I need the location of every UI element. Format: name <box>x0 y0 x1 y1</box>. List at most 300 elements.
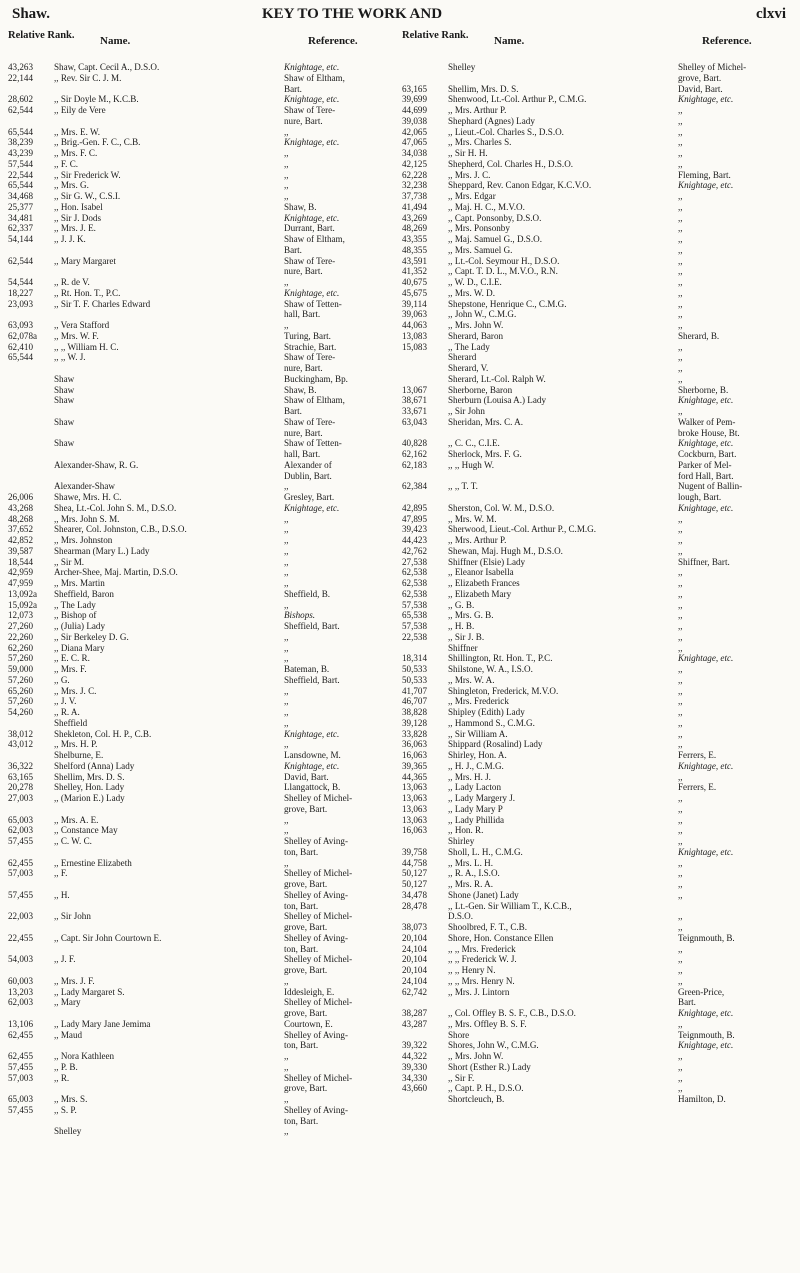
reference-cell: ,, <box>678 255 683 266</box>
rank-cell: 39,038 <box>402 115 428 126</box>
name-cell: ,, Hammond S., C.M.G. <box>448 717 535 728</box>
reference-cell: ,, <box>678 1018 683 1029</box>
reference-cell: ,, <box>678 277 683 287</box>
rank-cell: 13,203 <box>8 986 34 997</box>
reference-cell: Teignmouth, B. <box>678 1029 735 1040</box>
reference-cell: Knightage, etc. <box>284 137 340 148</box>
reference-cell: ,, <box>284 642 289 653</box>
table-row <box>8 1019 396 1030</box>
reference-cell: ,, <box>678 857 683 868</box>
table-row <box>402 299 790 310</box>
table-row <box>402 987 790 998</box>
name-cell: ,, Mrs. John W. <box>448 320 504 330</box>
reference-cell: nure, Bart. <box>284 266 323 277</box>
rank-cell: 63,165 <box>402 83 428 94</box>
reference-cell: ,, <box>678 1083 683 1094</box>
rank-cell: 43,269 <box>402 212 428 223</box>
rank-cell: 27,003 <box>8 793 34 803</box>
name-cell: ,, Mrs. J. Lintorn <box>448 986 510 997</box>
table-row <box>8 363 396 374</box>
table-row <box>402 385 790 396</box>
rank-cell: 57,455 <box>8 889 34 900</box>
name-cell: ,, Mrs. Ponsonby <box>448 223 510 234</box>
table-row <box>8 836 396 847</box>
reference-cell: ,, <box>678 911 683 922</box>
rank-cell: 44,365 <box>402 771 428 782</box>
table-row <box>8 600 396 611</box>
table-row <box>402 1073 790 1084</box>
table-row <box>402 1051 790 1062</box>
rank-cell: 44,322 <box>402 1051 428 1061</box>
reference-cell: ,, <box>678 191 683 201</box>
reference-cell: ,, <box>678 513 683 524</box>
table-row <box>8 277 396 288</box>
rank-heading: Relative Rank. <box>8 30 75 41</box>
reference-cell: Knightage, etc. <box>284 728 340 739</box>
right-column <box>402 30 790 1105</box>
table-row <box>8 213 396 224</box>
name-cell: Shawe, Mrs. H. C. <box>54 492 122 502</box>
reference-cell: ,, <box>284 169 289 180</box>
table-row <box>402 524 790 535</box>
reference-cell: Knightage, etc. <box>284 760 340 771</box>
rank-cell: 38,012 <box>8 728 34 739</box>
table-row <box>402 997 790 1008</box>
rank-cell: 38,287 <box>402 1008 428 1018</box>
rank-cell: 18,544 <box>8 556 34 567</box>
rank-cell: 60,003 <box>8 975 34 986</box>
table-row <box>8 793 396 804</box>
name-cell: ,, ,, W. J. <box>54 352 86 363</box>
table-row <box>402 643 790 654</box>
name-cell: ,, ,, Henry N. <box>448 965 496 975</box>
rank-cell: 63,043 <box>402 416 428 427</box>
reference-cell: Shaw, B. <box>284 201 317 212</box>
rank-cell: 65,538 <box>402 610 428 621</box>
name-cell: ,, ,, T. T. <box>448 481 478 492</box>
reference-cell: ,, <box>678 298 683 309</box>
table-row <box>402 213 790 224</box>
name-cell: ,, C. C., C.I.E. <box>448 438 500 449</box>
table-row <box>402 664 790 675</box>
name-cell: Shaw <box>54 395 75 406</box>
rank-cell: 26,006 <box>8 492 34 502</box>
rank-cell: 43,287 <box>402 1018 428 1029</box>
reference-cell: ,, <box>678 717 683 728</box>
rank-cell: 62,455 <box>8 1051 34 1061</box>
reference-cell: Knightage, etc. <box>678 180 734 191</box>
table-row <box>8 729 396 740</box>
rank-cell: 43,012 <box>8 739 34 750</box>
table-row <box>8 202 396 213</box>
rank-cell: 47,959 <box>8 578 34 588</box>
reference-cell: Sheffield, Bart. <box>284 621 340 631</box>
name-cell: ,, Mrs. J. C. <box>54 685 97 696</box>
table-row <box>8 1116 396 1127</box>
rank-cell: 34,468 <box>8 191 34 201</box>
table-row <box>8 492 396 503</box>
rank-cell: 43,268 <box>8 502 34 513</box>
name-cell: Sherborne, Baron <box>448 384 513 395</box>
rank-cell: 36,063 <box>402 739 428 750</box>
table-row <box>402 739 790 750</box>
rank-cell: 38,828 <box>402 707 428 717</box>
name-cell: ,, J. F. <box>54 954 76 965</box>
name-cell: ,, Mrs. F. <box>54 664 87 674</box>
table-row <box>402 546 790 557</box>
table-row <box>402 73 790 84</box>
reference-cell: Shaw of Tetten- <box>284 438 342 449</box>
reference-cell: ,, <box>678 266 683 277</box>
table-row <box>402 105 790 116</box>
reference-cell: Knightage, etc. <box>678 438 734 449</box>
name-cell: ,, Maud <box>54 1029 83 1040</box>
table-row <box>402 653 790 664</box>
reference-cell: David, Bart. <box>678 83 723 94</box>
reference-cell: ,, <box>678 771 683 782</box>
rank-cell: 57,003 <box>8 868 34 879</box>
table-row <box>8 718 396 729</box>
rank-cell: 62,455 <box>8 857 34 868</box>
name-cell: ,, ,, Frederick W. J. <box>448 954 517 965</box>
rank-cell: 62,538 <box>402 567 428 578</box>
table-row <box>402 567 790 578</box>
table-row <box>8 428 396 439</box>
reference-cell: Shiffner, Bart. <box>678 556 730 567</box>
table-row <box>8 438 396 449</box>
table-row <box>402 428 790 439</box>
rank-cell: 62,003 <box>8 825 34 836</box>
name-cell: ,, E. C. R. <box>54 653 90 664</box>
name-cell: Alexander-Shaw, R. G. <box>54 459 139 470</box>
reference-cell: ,, <box>678 363 683 373</box>
reference-cell: ,, <box>678 965 683 975</box>
reference-cell: ,, <box>678 352 683 363</box>
name-cell: ,, The Lady <box>54 599 96 610</box>
reference-cell: ,, <box>284 1094 289 1104</box>
table-row <box>402 374 790 385</box>
rank-cell: 65,544 <box>8 352 34 363</box>
reference-cell: Fleming, Bart. <box>678 169 731 180</box>
reference-cell: ,, <box>678 535 683 545</box>
reference-cell: ,, <box>284 631 289 642</box>
reference-cell: Knightage, etc. <box>284 502 340 513</box>
name-cell: ,, Sir M. <box>54 556 85 567</box>
table-row <box>8 116 396 127</box>
name-cell: ,, Capt. Sir John Courtown E. <box>54 932 162 943</box>
reference-cell: ,, <box>284 191 289 201</box>
name-cell: ,, Sir F. <box>448 1072 475 1083</box>
reference-cell: Green-Price, <box>678 986 725 997</box>
table-row <box>402 492 790 503</box>
table-row <box>8 944 396 955</box>
reference-cell: ,, <box>678 148 683 158</box>
reference-cell: David, Bart. <box>284 771 329 782</box>
reference-cell: ,, <box>284 825 289 836</box>
rank-cell: 62,544 <box>8 255 34 266</box>
table-row <box>402 1094 790 1105</box>
table-row <box>8 503 396 514</box>
rank-cell: 57,455 <box>8 1104 34 1115</box>
name-cell: Shirley, Hon. A. <box>448 750 507 760</box>
reference-cell: Courtown, E. <box>284 1018 333 1029</box>
reference-cell: ,, <box>284 158 289 169</box>
reference-cell: ,, <box>284 739 289 750</box>
rank-cell: 47,065 <box>402 137 428 148</box>
reference-cell: ,, <box>678 922 683 932</box>
table-row <box>402 449 790 460</box>
rank-cell: 62,455 <box>8 1029 34 1040</box>
rank-cell: 15,083 <box>402 341 428 352</box>
table-row <box>8 395 396 406</box>
reference-cell: ,, <box>678 137 683 148</box>
name-cell: ,, Mrs. J. F. <box>54 975 95 986</box>
reference-cell: ,, <box>284 556 289 567</box>
reference-cell: ton, Bart. <box>284 1115 319 1126</box>
table-row <box>402 84 790 95</box>
rank-cell: 44,423 <box>402 535 428 545</box>
reference-cell: Shaw, B. <box>284 384 317 395</box>
name-cell: ,, Col. Offley B. S. F., C.B., D.S.O. <box>448 1008 576 1018</box>
name-cell: Shone (Janet) Lady <box>448 889 519 900</box>
rank-cell: 43,263 <box>8 62 34 72</box>
reference-cell: Knightage, etc. <box>678 1008 734 1018</box>
reference-cell: ,, <box>678 234 683 244</box>
name-cell: ,, Mrs. Offley B. S. F. <box>448 1018 527 1029</box>
rank-cell: 37,738 <box>402 191 428 201</box>
reference-cell: Shelley of Aving- <box>284 889 348 900</box>
name-cell: Shoolbred, F. T., C.B. <box>448 922 528 932</box>
table-row <box>8 1126 396 1137</box>
reference-cell: Shelley of Aving- <box>284 932 348 943</box>
name-cell: ,, Mrs. H. J. <box>448 771 491 782</box>
reference-cell: ,, <box>284 126 289 137</box>
reference-cell: lough, Bart. <box>678 492 722 502</box>
reference-cell: Durrant, Bart. <box>284 223 335 234</box>
rank-cell: 33,828 <box>402 728 428 739</box>
reference-cell: Hamilton, D. <box>678 1094 726 1104</box>
reference-cell: ,, <box>284 1051 289 1061</box>
rank-cell: 20,104 <box>402 932 428 943</box>
rank-cell: 42,762 <box>402 545 428 556</box>
reference-cell: grove, Bart. <box>284 1083 328 1094</box>
table-row <box>402 815 790 826</box>
table-row <box>8 234 396 245</box>
rank-cell: 22,144 <box>8 72 34 83</box>
reference-cell: ,, <box>678 621 683 631</box>
table-row <box>8 815 396 826</box>
rank-cell: 13,063 <box>402 782 428 793</box>
table-row <box>402 825 790 836</box>
table-row <box>402 1083 790 1094</box>
reference-cell: Knightage, etc. <box>678 760 734 771</box>
reference-cell: ,, <box>284 578 289 588</box>
rank-cell: 42,959 <box>8 567 34 578</box>
name-cell: ,, J. V. <box>54 696 77 707</box>
rank-cell: 33,671 <box>402 406 428 416</box>
rank-cell: 62,228 <box>402 169 428 180</box>
reference-cell: ,, <box>678 879 683 889</box>
table-row <box>8 804 396 815</box>
reference-cell: Sheffield, B. <box>284 588 331 599</box>
table-row <box>8 1083 396 1094</box>
name-cell: ,, Mrs. Johnston <box>54 535 113 545</box>
table-row <box>8 696 396 707</box>
table-row <box>402 729 790 740</box>
table-row <box>402 331 790 342</box>
table-row <box>8 664 396 675</box>
reference-cell: ,, <box>284 685 289 696</box>
table-row <box>8 772 396 783</box>
name-cell: D.S.O. <box>448 911 474 922</box>
rank-cell: 43,239 <box>8 148 34 158</box>
reference-cell: ,, <box>284 545 289 556</box>
name-cell: ,, Lieut.-Col. Charles S., D.S.O. <box>448 126 564 137</box>
table-row <box>402 954 790 965</box>
rank-cell: 42,125 <box>402 158 428 169</box>
reference-cell: hall, Bart. <box>284 449 321 459</box>
reference-cell: Sheffield, Bart. <box>284 674 340 685</box>
table-row <box>8 987 396 998</box>
table-row <box>8 266 396 277</box>
reference-cell: Sherborne, B. <box>678 384 729 395</box>
rank-cell: 15,092a <box>8 599 38 610</box>
reference-cell: ,, <box>678 610 683 621</box>
reference-cell: ,, <box>678 696 683 707</box>
table-row <box>8 965 396 976</box>
reference-cell: ,, <box>678 1051 683 1061</box>
rank-cell: 59,000 <box>8 664 34 674</box>
reference-cell: Bart. <box>284 83 302 94</box>
reference-cell: Shelley of Aving- <box>284 1029 348 1040</box>
reference-cell: Buckingham, Bp. <box>284 373 348 384</box>
reference-cell: ,, <box>678 201 683 212</box>
name-cell: ,, Brig.-Gen. F. C., C.B. <box>54 137 141 148</box>
rank-cell: 24,104 <box>402 943 428 954</box>
name-cell: ,, Mrs. Martin <box>54 578 105 588</box>
table-row <box>8 1051 396 1062</box>
name-cell: ,, Elizabeth Mary <box>448 588 512 599</box>
table-row <box>402 944 790 955</box>
table-row <box>402 696 790 707</box>
table-row <box>8 535 396 546</box>
table-row <box>402 858 790 869</box>
table-row <box>402 395 790 406</box>
reference-cell: Ferrers, E. <box>678 750 717 760</box>
name-cell: Sherlock, Mrs. F. G. <box>448 449 522 459</box>
reference-cell: ,, <box>678 158 683 169</box>
rank-cell: 43,660 <box>402 1083 428 1094</box>
reference-cell: Bart. <box>284 244 302 255</box>
name-cell: ,, Mrs. Frederick <box>448 696 509 707</box>
reference-cell: ,, <box>284 1126 289 1137</box>
table-row <box>8 643 396 654</box>
table-row <box>402 342 790 353</box>
reference-cell: Walker of Pem- <box>678 416 736 427</box>
reference-cell: Knightage, etc. <box>678 94 734 105</box>
name-cell: Shore, Hon. Constance Ellen <box>448 932 554 943</box>
name-cell: ,, Mrs. Charles S. <box>448 137 512 148</box>
reference-cell: Shaw of Tere- <box>284 352 336 363</box>
rank-cell: 18,314 <box>402 653 428 664</box>
name-cell: ,, Sir T. F. Charles Edward <box>54 298 151 309</box>
name-cell: ,, ,, Hugh W. <box>448 459 494 470</box>
table-row <box>402 137 790 148</box>
name-cell: ,, Hon. R. <box>448 825 484 836</box>
name-cell: Sherard, V. <box>448 363 489 373</box>
table-row <box>402 62 790 73</box>
name-cell: ,, Mrs. H. P. <box>54 739 98 750</box>
reference-cell: grove, Bart. <box>284 879 328 889</box>
rank-cell: 13,083 <box>402 330 428 341</box>
reference-cell: ,, <box>678 1061 683 1072</box>
name-cell: Shekleton, Col. H. P., C.B. <box>54 728 152 739</box>
rank-cell: 57,455 <box>8 1061 34 1072</box>
name-cell: ,, Sir Doyle M., K.C.B. <box>54 94 139 105</box>
name-cell: ,, H. <box>54 889 70 900</box>
reference-cell: ton, Bart. <box>284 900 319 911</box>
table-row <box>8 148 396 159</box>
name-cell: Shaw, Capt. Cecil A., D.S.O. <box>54 62 160 72</box>
reference-cell: grove, Bart. <box>678 72 722 83</box>
name-cell: ,, G. <box>54 674 70 685</box>
name-cell: ,, Sir John <box>54 911 91 922</box>
table-row <box>402 1008 790 1019</box>
name-heading: Name. <box>494 35 525 47</box>
rank-cell: 37,652 <box>8 524 34 535</box>
table-row <box>402 718 790 729</box>
reference-cell: Lansdowne, M. <box>284 750 341 760</box>
rank-cell: 65,003 <box>8 1094 34 1104</box>
table-row <box>402 481 790 492</box>
reference-heading: Reference. <box>308 35 358 47</box>
reference-cell: ,, <box>284 599 289 610</box>
rank-cell: 39,699 <box>402 94 428 105</box>
rank-cell: 57,260 <box>8 653 34 664</box>
table-row <box>402 750 790 761</box>
table-row <box>8 686 396 697</box>
rank-cell: 41,494 <box>402 201 428 212</box>
reference-cell: ,, <box>678 287 683 298</box>
reference-cell: ,, <box>678 868 683 879</box>
reference-cell: Shelley of Aving- <box>284 1104 348 1115</box>
table-row <box>8 320 396 331</box>
table-row <box>8 1073 396 1084</box>
reference-cell: Gresley, Bart. <box>284 492 335 502</box>
rank-cell: 13,063 <box>402 793 428 803</box>
name-cell: ,, Capt. Ponsonby, D.S.O. <box>448 212 542 223</box>
name-cell: ,, Nora Kathleen <box>54 1051 115 1061</box>
name-cell: ,, Mary <box>54 997 81 1008</box>
name-cell: Shenwood, Lt.-Col. Arthur P., C.M.G. <box>448 94 587 105</box>
table-row <box>8 288 396 299</box>
table-row <box>8 342 396 353</box>
table-row <box>402 1062 790 1073</box>
table-row <box>402 589 790 600</box>
table-row <box>8 825 396 836</box>
rank-cell: 34,481 <box>8 212 34 223</box>
table-row <box>402 557 790 568</box>
rank-cell: 43,591 <box>402 255 428 266</box>
table-row <box>8 589 396 600</box>
reference-cell: ,, <box>678 599 683 610</box>
name-cell: ,, Mrs. R. A. <box>448 879 493 889</box>
table-row <box>8 610 396 621</box>
rank-cell: 62,003 <box>8 997 34 1008</box>
name-cell: Sheffield <box>54 717 88 728</box>
rank-cell: 62,544 <box>8 105 34 115</box>
name-cell: ,, Hon. Isabel <box>54 201 103 212</box>
